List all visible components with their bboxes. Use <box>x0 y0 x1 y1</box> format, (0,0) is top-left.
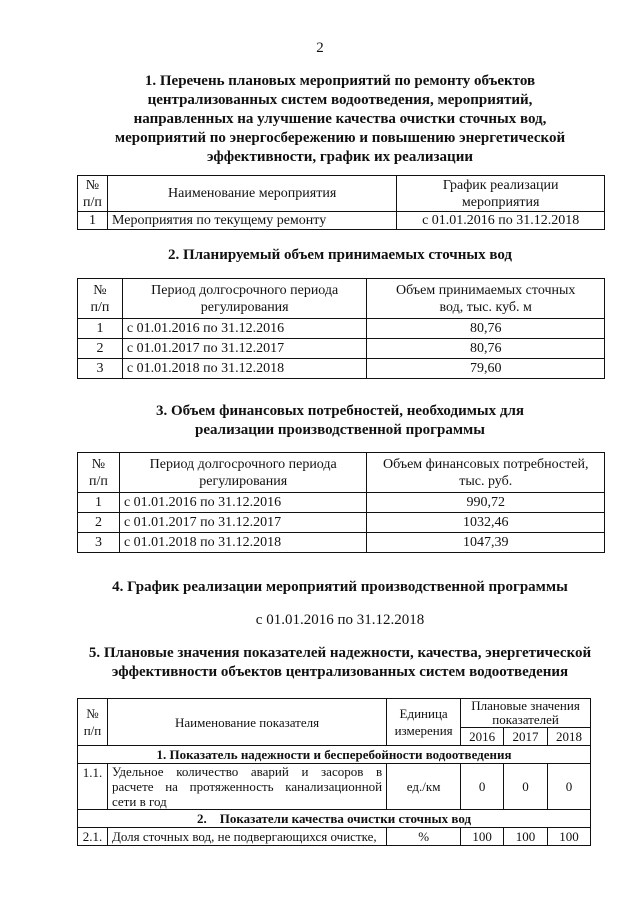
cell-value: 1032,46 <box>367 513 605 533</box>
cell-value: 80,76 <box>367 339 605 359</box>
group1-heading: 1. Показатель надежности и бесперебойности водоотведения <box>78 746 591 764</box>
section5-title-line: эффективности объектов централизованных систем водоотведения <box>111 664 569 680</box>
section1-title-line: мероприятий по энергосбережению и повышению энергетической <box>114 130 566 146</box>
cell-value: 80,76 <box>367 319 605 339</box>
header-year: 2016 <box>461 728 504 746</box>
cell-num: 2.1. <box>78 828 108 846</box>
cell-num: 1.1. <box>78 764 108 810</box>
page-number: 2 <box>316 40 324 56</box>
header-name: Наименование мероприятия <box>107 176 396 212</box>
cell-period: с 01.01.2017 по 31.12.2017 <box>122 339 367 359</box>
header-year: 2018 <box>548 728 591 746</box>
cell-value: 0 <box>461 764 504 810</box>
cell-schedule: с 01.01.2016 по 31.12.2018 <box>397 212 605 230</box>
cell-name: Удельное количество аварий и засоров в расчете на протяженность канализационной сети в год <box>107 764 386 810</box>
header-unit: Единица измерения <box>387 699 461 746</box>
cell-period: с 01.01.2017 по 31.12.2017 <box>119 513 367 533</box>
section1-table <box>77 175 605 230</box>
table-row <box>78 359 605 379</box>
section1-title-line: эффективности, график их реализации <box>207 149 473 165</box>
cell-num: 1 <box>78 319 123 339</box>
section5-title-line: 5. Плановые значения показателей надежности, качества, энергетической <box>88 645 592 661</box>
cell-num: 2 <box>78 339 123 359</box>
header-finance: Объем финансовых потребностей, тыс. руб. <box>367 453 605 493</box>
header-period: Период долгосрочного периода регулирования <box>119 453 367 493</box>
section1-title-line: 1. Перечень плановых мероприятий по ремонту объектов <box>144 73 536 89</box>
table-header-row <box>78 176 605 212</box>
section2-table <box>77 278 605 379</box>
header-year: 2017 <box>504 728 548 746</box>
cell-value: 990,72 <box>367 493 605 513</box>
table-header-row <box>78 699 591 728</box>
table-group-row <box>78 810 591 828</box>
table-row <box>78 533 605 553</box>
cell-period: с 01.01.2016 по 31.12.2016 <box>122 319 367 339</box>
section3-table <box>77 452 605 553</box>
header-period: Период долгосрочного периода регулирования <box>122 279 367 319</box>
table-group-row <box>78 746 591 764</box>
table-row <box>78 764 591 810</box>
section1-title-line: направленных на улучшение качества очистки сточных вод, <box>133 111 547 127</box>
cell-period: с 01.01.2018 по 31.12.2018 <box>122 359 367 379</box>
header-num: № п/п <box>78 453 120 493</box>
cell-period: с 01.01.2018 по 31.12.2018 <box>119 533 367 553</box>
cell-num: 1 <box>78 212 108 230</box>
group2-heading: 2. Показатели качества очистки сточных вод <box>78 810 591 828</box>
section4-period: с 01.01.2016 по 31.12.2018 <box>255 612 425 628</box>
section3-title <box>70 402 610 440</box>
cell-unit: ед./км <box>387 764 461 810</box>
header-num: № п/п <box>78 699 108 746</box>
header-name: Наименование показателя <box>107 699 386 746</box>
table-row <box>78 828 591 846</box>
section2-title: 2. Планируемый объем принимаемых сточных вод <box>167 247 513 263</box>
table-row <box>78 513 605 533</box>
cell-value: 0 <box>548 764 591 810</box>
table-row <box>78 319 605 339</box>
table-row <box>78 339 605 359</box>
cell-num: 2 <box>78 513 120 533</box>
header-schedule: График реализации мероприятия <box>397 176 605 212</box>
table-row <box>78 212 605 230</box>
cell-num: 1 <box>78 493 120 513</box>
cell-name: Мероприятия по текущему ремонту <box>107 212 396 230</box>
section4-title: 4. График реализации мероприятий производственной программы <box>112 579 568 595</box>
cell-period: с 01.01.2016 по 31.12.2016 <box>119 493 367 513</box>
header-planned: Плановые значения показателей <box>461 699 591 728</box>
table-header-row <box>78 453 605 493</box>
cell-value: 0 <box>504 764 548 810</box>
section5-title <box>70 644 610 682</box>
cell-num: 3 <box>78 359 123 379</box>
table-row <box>78 493 605 513</box>
header-num: № п/п <box>78 176 108 212</box>
header-num: № п/п <box>78 279 123 319</box>
cell-num: 3 <box>78 533 120 553</box>
cell-name: Доля сточных вод, не подвергающихся очистке, <box>107 828 386 846</box>
cell-value: 100 <box>504 828 548 846</box>
header-volume: Объем принимаемых сточных вод, тыс. куб. м <box>367 279 605 319</box>
table-header-row <box>78 279 605 319</box>
section1-title <box>70 72 610 167</box>
section3-title-line: 3. Объем финансовых потребностей, необходимых для <box>155 403 525 419</box>
section3-title-line: реализации производственной программы <box>195 422 485 438</box>
cell-unit: % <box>387 828 461 846</box>
section1-title-line: централизованных систем водоотведения, мероприятий, <box>147 92 533 108</box>
section5-table <box>77 698 591 846</box>
cell-value: 100 <box>548 828 591 846</box>
cell-value: 79,60 <box>367 359 605 379</box>
cell-value: 1047,39 <box>367 533 605 553</box>
cell-value: 100 <box>461 828 504 846</box>
